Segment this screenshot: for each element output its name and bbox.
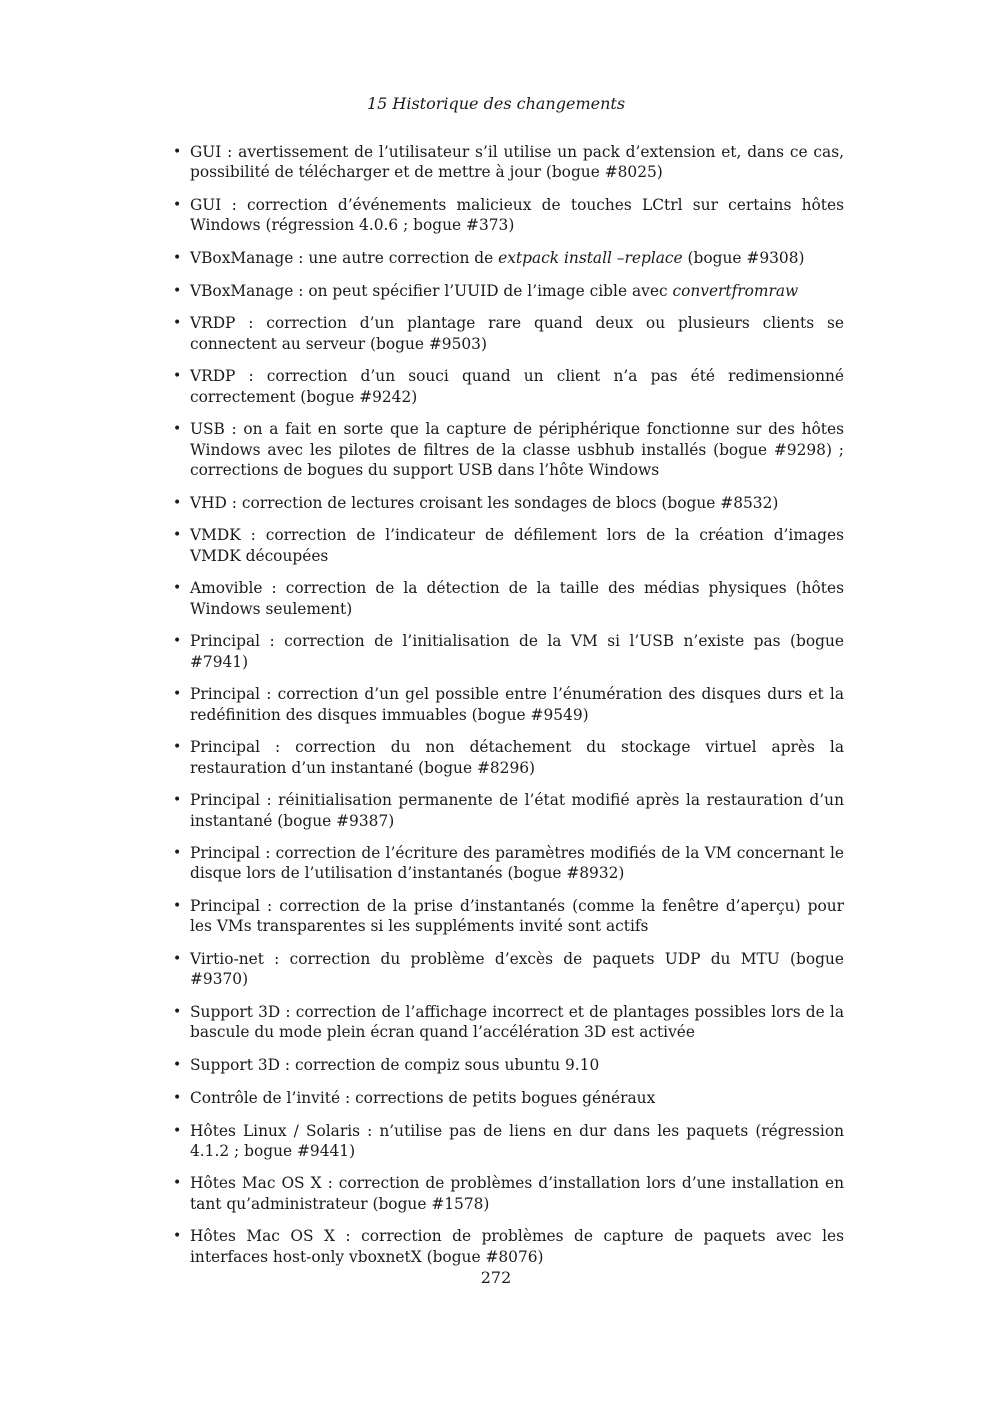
bullet-icon: • (173, 368, 182, 385)
changelog-item (172, 1002, 844, 1043)
changelog-list (172, 142, 844, 1279)
bullet-icon: • (173, 196, 182, 213)
bullet-icon: • (173, 951, 182, 968)
bullet-icon: • (173, 1089, 182, 1106)
item-text: GUI : correction d’événements malicieux de touches LCtrl sur certains hôtes Windows (régression 4.0.6 ; bogue #373) (190, 195, 844, 235)
changelog-item (172, 281, 844, 301)
item-text: (bogue #9308) (682, 248, 805, 267)
changelog-item (172, 525, 844, 566)
item-text: VRDP : correction d’un plantage rare quand deux ou plusieurs clients se connectent au serveur (bogue #9503) (190, 314, 844, 353)
bullet-icon: • (173, 315, 182, 332)
changelog-item (172, 248, 844, 268)
bullet-icon: • (173, 898, 182, 915)
item-text: VHD : correction de lectures croisant les sondages de blocs (bogue #8532) (190, 493, 779, 512)
bullet-icon: • (173, 633, 182, 650)
changelog-item (172, 949, 844, 990)
changelog-item (172, 790, 844, 831)
changelog-item (172, 1226, 844, 1267)
bullet-icon: • (173, 282, 182, 299)
command-text: convertfromraw (672, 281, 799, 300)
bullet-icon: • (173, 249, 182, 266)
item-text: VRDP : correction d’un souci quand un client n’a pas été redimensionné correctement (bogue #9242) (190, 367, 844, 406)
bullet-icon: • (173, 792, 182, 809)
item-text: Virtio-net : correction du problème d’excès de paquets UDP du MTU (bogue #9370) (190, 950, 844, 989)
changelog-item (172, 419, 844, 480)
bullet-icon: • (173, 1057, 182, 1074)
bullet-icon: • (173, 845, 182, 862)
item-text: Principal : correction d’un gel possible entre l’énumération des disques durs et la redéfinition des disques immuables (bogue #9549) (190, 685, 844, 724)
changelog-item (172, 896, 844, 937)
item-text: Hôtes Linux / Solaris : n’utilise pas de liens en dur dans les paquets (régression 4.1.2 ; bogue #9441) (190, 1121, 844, 1160)
bullet-icon: • (173, 1004, 182, 1021)
bullet-icon: • (173, 527, 182, 544)
bullet-icon: • (173, 421, 182, 438)
bullet-icon: • (173, 686, 182, 703)
changelog-item (172, 1088, 844, 1108)
item-text: Principal : correction de l’écriture des paramètres modifiés de la VM concernant le disque lors de l’utilisation d’instantanés (bogue #8932) (190, 844, 844, 883)
changelog-item (172, 843, 844, 884)
item-text: Principal : réinitialisation permanente de l’état modifié après la restauration d’un instantané (bogue #9387) (190, 791, 844, 830)
bullet-icon: • (173, 1228, 182, 1245)
changelog-item (172, 1121, 844, 1162)
item-text: Contrôle de l’invité : corrections de petits bogues généraux (190, 1088, 656, 1107)
item-text: USB : on a fait en sorte que la capture de périphérique fonctionne sur des hôtes Windows avec les pilotes de filtres de la classe usbhub installés (bogue #9298) ; corrections de bogues du support USB dans l’hôte Windows (190, 420, 844, 479)
changelog-item (172, 313, 844, 354)
changelog-item (172, 493, 844, 513)
changelog-item (172, 684, 844, 725)
item-text: Principal : correction de l’initialisation de la VM si l’USB n’existe pas (bogue #7941) (190, 632, 844, 671)
changelog-item (172, 1173, 844, 1214)
bullet-icon: • (173, 1122, 182, 1139)
item-text: Support 3D : correction de compiz sous ubuntu 9.10 (190, 1056, 600, 1075)
page-number: 272 (480, 1268, 512, 1287)
changelog-item (172, 737, 844, 778)
changelog-item (172, 142, 844, 183)
changelog-item (172, 578, 844, 619)
running-header: 15 Historique des changements (366, 94, 626, 113)
item-text: Amovible : correction de la détection de la taille des médias physiques (hôtes Windows seulement) (190, 579, 844, 618)
item-text: Principal : correction de la prise d’instantanés (comme la fenêtre d’aperçu) pour les VMs transparentes si les suppléments invité sont actifs (190, 897, 844, 936)
bullet-icon: • (173, 494, 182, 511)
changelog-item (172, 366, 844, 407)
item-text: GUI : avertissement de l’utilisateur s’il utilise un pack d’extension et, dans ce cas, possibilité de télécharger et de mettre à jour (bogue #8025) (190, 143, 844, 182)
bullet-icon: • (173, 144, 182, 160)
bullet-icon: • (173, 1175, 182, 1192)
item-text: Support 3D : correction de l’affichage incorrect et de plantages possibles lors de la bascule du mode plein écran quand l’accélération 3D est activée (190, 1003, 844, 1042)
item-text: VMDK : correction de l’indicateur de défilement lors de la création d’images VMDK découpées (190, 526, 844, 565)
bullet-icon: • (173, 580, 182, 597)
item-text: VBoxManage : une autre correction de (190, 248, 499, 267)
item-text: Hôtes Mac OS X : correction de problèmes de capture de paquets avec les interfaces host-only vboxnetX (bogue #8076) (190, 1227, 844, 1266)
item-text: Hôtes Mac OS X : correction de problèmes d’installation lors d’une installation en tant qu’administrateur (bogue #1578) (190, 1174, 844, 1213)
item-text: VBoxManage : on peut spécifier l’UUID de l’image cible avec (190, 281, 673, 300)
changelog-item (172, 631, 844, 672)
item-text: Principal : correction du non détachement du stockage virtuel après la restauration d’un instantané (bogue #8296) (190, 738, 844, 777)
command-text: extpack install –replace (498, 248, 683, 267)
bullet-icon: • (173, 739, 182, 756)
changelog-item (172, 195, 844, 236)
changelog-item (172, 1055, 844, 1075)
